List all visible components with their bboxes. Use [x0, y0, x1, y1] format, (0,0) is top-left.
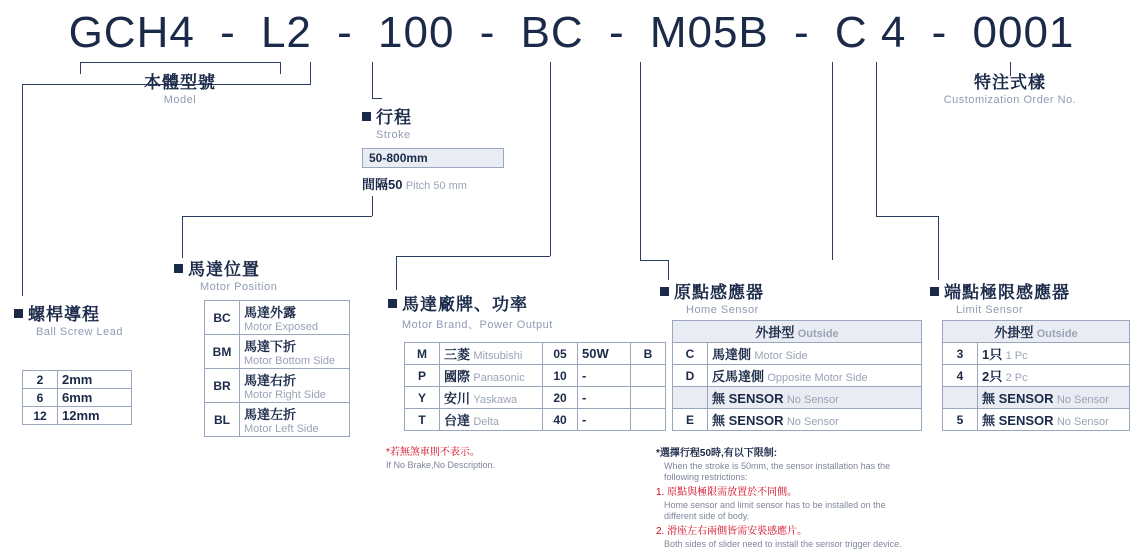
motor-brand-note-cn: *若無煞車則不表示。 — [386, 447, 480, 458]
home-sensor-table — [672, 320, 922, 431]
stroke-box — [362, 148, 504, 193]
limit-sensor-code: 3 — [943, 343, 978, 365]
limit-sensor-code: 5 — [943, 409, 978, 431]
leader-m05b-vertical — [640, 62, 641, 260]
limit-sensor-en: 1 Pc — [1005, 350, 1028, 362]
table-row-header — [673, 321, 922, 343]
limit-sensor-header-en: Outside — [1036, 328, 1078, 340]
callout-custom-cn: 特注式樣 — [974, 73, 1046, 92]
home-sensor-en: No Sensor — [786, 416, 839, 428]
callout-motor-position-cn-text: 馬達位置 — [188, 260, 260, 279]
callout-ball-screw-cn — [14, 300, 123, 325]
home-sensor-note-0-en: When the stroke is 50mm, the sensor installation has the following restrictions: — [664, 460, 891, 482]
callout-model — [100, 68, 260, 106]
home-sensor-cn: 馬達側 — [712, 347, 752, 362]
bullet-square-icon — [362, 112, 371, 121]
lead-value: 2mm — [58, 371, 132, 389]
brand-name — [440, 409, 543, 431]
pn-dash: - — [931, 8, 948, 57]
leader-bc-vertical — [550, 62, 551, 256]
home-sensor-en: No Sensor — [786, 394, 839, 406]
leader-motorbrand-vertical — [396, 256, 397, 290]
table-row — [673, 387, 922, 409]
motor-position-table — [204, 300, 350, 437]
pn-dash: - — [794, 8, 810, 57]
callout-stroke — [362, 103, 412, 141]
callout-motor-brand-cn-text: 馬達廠牌、功率 — [402, 295, 528, 314]
table-row — [23, 389, 132, 407]
home-sensor-en: Motor Side — [754, 350, 808, 362]
motor-position-code: BR — [205, 369, 240, 403]
brand-en: Yaskawa — [473, 394, 518, 406]
brand-en: Panasonic — [473, 372, 525, 384]
brake-code — [631, 365, 666, 387]
brake-code: B — [631, 343, 666, 365]
table-row — [405, 365, 666, 387]
pn-segment-custom: 0001 — [972, 8, 1075, 57]
stroke-pitch — [362, 174, 504, 193]
callout-limit-sensor-cn-text: 端點極限感應器 — [944, 283, 1070, 302]
motor-position-cn: 馬達下折 — [244, 339, 297, 354]
home-sensor-en: Opposite Motor Side — [767, 372, 868, 384]
brand-cn: 安川 — [444, 391, 471, 406]
leader-model-left — [80, 62, 81, 74]
limit-sensor-header — [943, 321, 1130, 343]
home-sensor-code — [673, 387, 708, 409]
callout-limit-sensor-en: Limit Sensor — [956, 304, 1024, 316]
motor-position-desc — [240, 403, 350, 437]
table-row — [943, 409, 1130, 431]
callout-limit-sensor — [930, 278, 1070, 316]
brand-cn: 國際 — [444, 369, 471, 384]
table-row — [205, 369, 350, 403]
limit-sensor-table — [942, 320, 1130, 431]
callout-home-sensor — [660, 278, 764, 316]
brand-en: Delta — [473, 416, 500, 428]
leader-motorpos-vertical — [182, 216, 183, 258]
table-row — [405, 409, 666, 431]
motor-position-code: BL — [205, 403, 240, 437]
limit-sensor-code: 4 — [943, 365, 978, 387]
table-row — [943, 343, 1130, 365]
home-sensor-cn: 無 SENSOR — [712, 391, 784, 406]
stroke-pitch-cn: 間隔50 — [362, 177, 403, 192]
lead-code: 2 — [23, 371, 58, 389]
limit-sensor-code — [943, 387, 978, 409]
motor-brand-table — [404, 342, 666, 431]
brand-code: P — [405, 365, 440, 387]
bullet-square-icon — [14, 309, 23, 318]
pn-segment-motor-brand: M05B — [649, 8, 769, 57]
leader-limit-down — [938, 216, 939, 280]
callout-ball-screw-cn-text: 螺桿導程 — [28, 305, 100, 324]
callout-home-sensor-cn — [660, 278, 764, 303]
home-sensor-note-2-en: Both sides of slider need to install the sensor trigger device. — [664, 538, 902, 549]
callout-model-en: Model — [163, 94, 197, 106]
brand-name — [440, 387, 543, 409]
home-sensor-code: E — [673, 409, 708, 431]
motor-position-code: BC — [205, 301, 240, 335]
leader-stroke-vertical — [372, 62, 373, 98]
lead-code: 6 — [23, 389, 58, 407]
callout-motor-brand — [388, 290, 553, 332]
home-sensor-desc — [708, 387, 922, 409]
leader-motorpos-bus — [182, 216, 372, 217]
lead-value: 12mm — [58, 407, 132, 425]
power-value: - — [578, 365, 631, 387]
brand-code: M — [405, 343, 440, 365]
home-sensor-desc — [708, 409, 922, 431]
callout-ball-screw — [14, 300, 123, 338]
callout-model-cn: 本體型號 — [144, 73, 216, 92]
callout-custom-en: Customization Order No. — [943, 94, 1077, 106]
home-sensor-note-1-cn: 1. 原點與極限需放置於不同側。 — [656, 487, 798, 498]
limit-sensor-en: No Sensor — [1056, 394, 1109, 406]
leader-c-vertical — [832, 62, 833, 260]
limit-sensor-cn: 無 SENSOR — [982, 413, 1054, 428]
power-value: - — [578, 409, 631, 431]
pn-segment-sensors: C 4 — [834, 8, 907, 57]
leader-home-vertical — [668, 260, 669, 280]
lead-code: 12 — [23, 407, 58, 425]
brand-en: Mitsubishi — [473, 350, 523, 362]
home-sensor-cn: 反馬達側 — [712, 369, 765, 384]
motor-position-en: Motor Exposed — [244, 321, 318, 333]
limit-sensor-en: 2 Pc — [1005, 372, 1028, 384]
callout-motor-brand-en: Motor Brand、Power Output — [402, 319, 553, 331]
limit-sensor-cn: 1只 — [982, 347, 1003, 362]
pn-segment-stroke: 100 — [378, 8, 455, 57]
home-sensor-header-cn: 外掛型 — [755, 325, 795, 340]
leader-limit-horizontal — [876, 216, 938, 217]
power-value: 50W — [578, 343, 631, 365]
motor-position-en: Motor Right Side — [244, 389, 326, 401]
pn-dash: - — [337, 8, 353, 57]
callout-home-sensor-cn-text: 原點感應器 — [674, 283, 764, 302]
table-row — [23, 407, 132, 425]
callout-motor-position-cn — [174, 255, 277, 280]
callout-motor-position — [174, 255, 277, 293]
stroke-pitch-en: Pitch 50 mm — [405, 180, 467, 192]
limit-sensor-desc — [978, 365, 1130, 387]
callout-stroke-cn-text: 行程 — [376, 108, 412, 127]
brand-name — [440, 365, 543, 387]
brand-cn: 三菱 — [444, 347, 471, 362]
ball-screw-lead-table — [22, 370, 132, 425]
limit-sensor-header-cn: 外掛型 — [994, 325, 1034, 340]
limit-sensor-en: No Sensor — [1056, 416, 1109, 428]
home-sensor-header-en: Outside — [797, 328, 839, 340]
leader-home-horizontal — [640, 260, 668, 261]
motor-brand-note-en: If No Brake,No Description. — [386, 459, 496, 470]
table-row — [673, 409, 922, 431]
limit-sensor-desc — [978, 409, 1130, 431]
leader-model-horizontal — [80, 62, 280, 63]
home-sensor-cn: 無 SENSOR — [712, 413, 784, 428]
motor-position-code: BM — [205, 335, 240, 369]
motor-brand-note — [386, 447, 495, 471]
motor-position-cn: 馬達外露 — [244, 305, 297, 320]
power-code: 05 — [543, 343, 578, 365]
stroke-table — [362, 148, 504, 168]
table-row — [23, 371, 132, 389]
table-row — [405, 387, 666, 409]
power-code: 40 — [543, 409, 578, 431]
motor-position-cn: 馬達右折 — [244, 373, 297, 388]
power-value: - — [578, 387, 631, 409]
home-sensor-desc — [708, 365, 922, 387]
bullet-square-icon — [660, 287, 669, 296]
motor-position-desc — [240, 335, 350, 369]
leader-model-right — [280, 62, 281, 74]
callout-limit-sensor-cn — [930, 278, 1070, 303]
pn-segment-model: GCH4 — [68, 8, 195, 57]
brake-code — [631, 409, 666, 431]
leader-bc-horizontal — [396, 256, 550, 257]
stroke-range: 50-800mm — [363, 149, 504, 168]
part-number — [0, 8, 1143, 58]
brand-name — [440, 343, 543, 365]
table-row — [943, 365, 1130, 387]
bullet-square-icon — [174, 264, 183, 273]
callout-ball-screw-en: Ball Screw Lead — [36, 326, 123, 338]
power-code: 20 — [543, 387, 578, 409]
brand-cn: 台達 — [444, 413, 471, 428]
callout-motor-brand-cn — [388, 290, 553, 315]
table-row — [405, 343, 666, 365]
table-row — [205, 335, 350, 369]
home-sensor-note-0-cn: *選擇行程50時,有以下限制: — [656, 448, 778, 459]
home-sensor-code: D — [673, 365, 708, 387]
callout-home-sensor-en: Home Sensor — [686, 304, 759, 316]
leader-4-vertical — [876, 62, 877, 216]
callout-stroke-cn — [362, 103, 412, 128]
bullet-square-icon — [930, 287, 939, 296]
pn-dash: - — [220, 8, 236, 57]
pn-dash: - — [479, 8, 496, 57]
limit-sensor-cn: 無 SENSOR — [982, 391, 1054, 406]
table-row — [205, 403, 350, 437]
limit-sensor-cn: 2只 — [982, 369, 1003, 384]
callout-stroke-en: Stroke — [376, 129, 411, 141]
motor-position-desc — [240, 369, 350, 403]
motor-position-cn: 馬達左折 — [244, 407, 297, 422]
home-sensor-note-1-en: Home sensor and limit sensor has to be installed on the different side of body. — [664, 499, 886, 521]
home-sensor-desc — [708, 343, 922, 365]
leader-stroke-down — [372, 196, 373, 216]
table-row-header — [943, 321, 1130, 343]
leader-stroke-horizontal — [372, 98, 382, 99]
motor-position-en: Motor Bottom Side — [244, 355, 336, 367]
leader-lead-vertical-down — [22, 84, 23, 296]
table-row — [673, 343, 922, 365]
lead-value: 6mm — [58, 389, 132, 407]
table-row — [205, 301, 350, 335]
home-sensor-note-2-cn: 2. 滑座左右兩側皆需安裝感應片。 — [656, 526, 808, 537]
home-sensor-note-0 — [656, 448, 924, 483]
home-sensor-header — [673, 321, 922, 343]
brand-code: T — [405, 409, 440, 431]
limit-sensor-desc — [978, 387, 1130, 409]
table-row — [673, 365, 922, 387]
pn-dash: - — [608, 8, 625, 57]
bullet-square-icon — [388, 299, 397, 308]
table-row — [943, 387, 1130, 409]
table-row — [363, 149, 504, 168]
pn-segment-lead: L2 — [260, 8, 312, 57]
brake-code — [631, 387, 666, 409]
pn-segment-motor-position: BC — [520, 8, 584, 57]
motor-position-desc — [240, 301, 350, 335]
motor-position-en: Motor Left Side — [244, 423, 319, 435]
callout-motor-position-en: Motor Position — [200, 281, 278, 293]
callout-custom — [930, 68, 1090, 106]
power-code: 10 — [543, 365, 578, 387]
limit-sensor-desc — [978, 343, 1130, 365]
brand-code: Y — [405, 387, 440, 409]
home-sensor-note-2 — [656, 526, 924, 550]
home-sensor-notes — [656, 448, 924, 550]
home-sensor-code: C — [673, 343, 708, 365]
leader-lead-vertical-top — [310, 62, 311, 84]
home-sensor-note-1 — [656, 487, 924, 522]
